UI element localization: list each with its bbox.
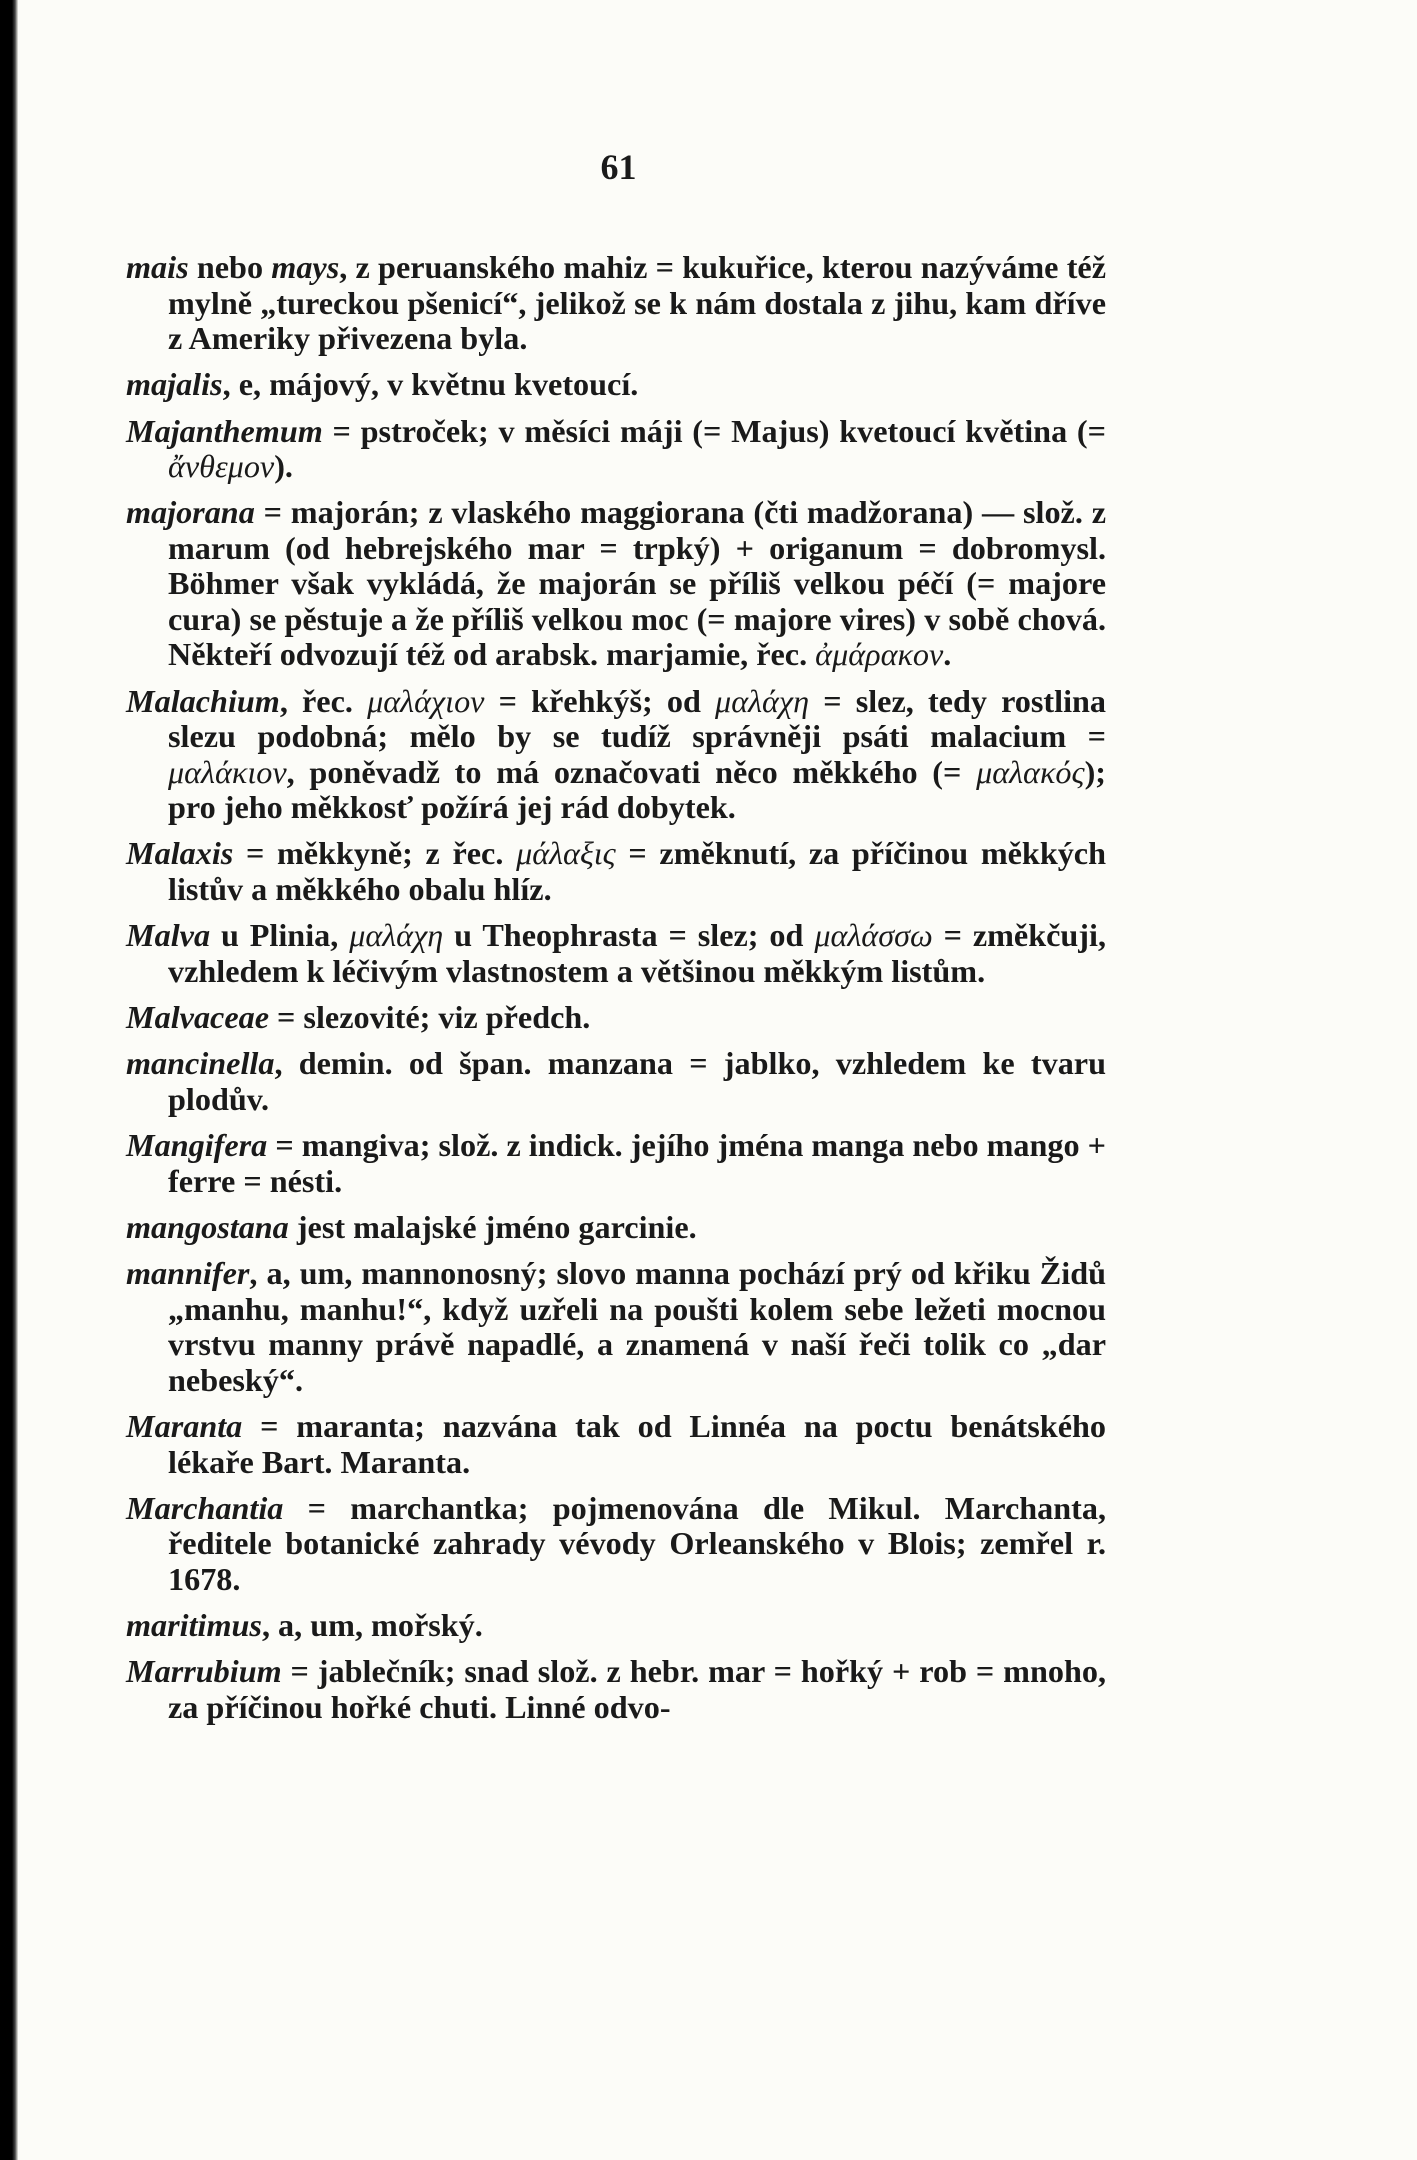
dictionary-entry (126, 495, 1106, 673)
entry-text: = slezovité; viz předch. (269, 999, 591, 1036)
entry-headword: majorana (126, 494, 255, 531)
greek-term: μαλάχη (715, 682, 810, 719)
entry-text: , demin. od špan. manzana = jablko, vzhledem ke tvaru plodův. (168, 1045, 1106, 1117)
entry-text: = pstroček; v měsíci máji (= Majus) kvetoucí květina (= (322, 412, 1106, 449)
entry-text: , poněvadž to má označovati něco měkkého (= (286, 753, 977, 790)
page-edge-shadow (0, 0, 18, 2160)
entry-headword: Marchantia (126, 1489, 284, 1526)
entry-headword: Mangifera (126, 1127, 268, 1164)
greek-term: μαλάκιον (168, 753, 287, 790)
greek-term: μάλαξις (516, 835, 616, 872)
entry-text: = slez, tedy rostlina slezu podobná; mělo by se tudíž správněji psáti malacium = (168, 682, 1107, 755)
entry-text: , e, májový, v květnu kvetoucí. (222, 366, 639, 403)
dictionary-entry (126, 1046, 1106, 1117)
greek-term: ἄνθεμον (168, 448, 275, 485)
dictionary-entry (126, 1654, 1106, 1725)
greek-term: μαλακός (976, 753, 1085, 790)
entry-text: = křehkýš; od (484, 682, 716, 719)
entry-text: = jablečník; snad slož. z hebr. mar = hořký + rob = mnoho, za příčinou hořké chuti. Linné odvo- (168, 1653, 1106, 1725)
dictionary-entry (126, 1409, 1106, 1480)
entry-headword: mancinella (126, 1045, 275, 1082)
greek-term: μαλάσσω (814, 917, 933, 954)
page-number: 61 (600, 147, 637, 187)
entry-variant-headword: mays (271, 249, 340, 285)
entry-headword: Marrubium (126, 1653, 282, 1690)
entry-text: nebo (188, 249, 272, 285)
dictionary-entry (126, 250, 1106, 357)
dictionary-entry (126, 918, 1106, 989)
entry-headword: Malaxis (126, 835, 234, 872)
greek-term: ἀμάρακον (815, 636, 944, 673)
dictionary-entry (126, 1608, 1106, 1644)
dictionary-entry (126, 836, 1106, 907)
dictionary-entry (126, 1128, 1106, 1199)
entry-text: = mangiva; slož. z indick. jejího jména manga nebo mango + ferre = nésti. (168, 1127, 1106, 1199)
entry-headword: mannifer (126, 1255, 250, 1292)
dictionary-entry (126, 414, 1106, 485)
entry-text: , a, um, mannonosný; slovo manna pochází prý od křiku Židů „manhu, manhu!“, když uzřeli na poušti kolem sebe ležeti mocnou vrstvu manny právě napadlé, a znamená v naší řeči tolik co „dar nebeský“. (168, 1255, 1106, 1398)
entry-text: . (943, 636, 952, 673)
entry-headword: majalis (126, 366, 223, 403)
entry-text: , a, um, mořský. (261, 1607, 483, 1644)
dictionary-text (126, 250, 1106, 1736)
entry-text: = měkkyně; z řec. (233, 835, 517, 872)
entry-headword: Malachium (126, 682, 280, 719)
entry-headword: Malvaceae (126, 999, 269, 1036)
dictionary-entry (126, 367, 1106, 403)
entry-headword: mais (126, 249, 189, 285)
entry-text: jest malajské jméno garcinie. (288, 1208, 697, 1245)
entry-text: u Theophrasta = slez; od (443, 917, 815, 954)
entry-text: = marchantka; pojmenována dle Mikul. Marchanta, ředitele botanické zahrady vévody Orleanského v Blois; zemřel r. 1678. (168, 1489, 1106, 1597)
entry-text: ). (274, 448, 293, 485)
dictionary-entry (126, 1256, 1106, 1398)
greek-term: μαλάχη (349, 917, 444, 954)
dictionary-entry (126, 1491, 1106, 1598)
entry-text: = maranta; nazvána tak od Linnéa na poctu benátského lékaře Bart. Maranta. (168, 1408, 1106, 1480)
entry-text: = změkčuji, vzhledem k léčivým vlastnostem a většinou měkkým listům. (168, 917, 1107, 989)
entry-headword: mangostana (126, 1208, 289, 1245)
entry-text: , řec. (279, 682, 368, 719)
dictionary-entry (126, 1000, 1106, 1036)
entry-headword: Maranta (126, 1408, 243, 1445)
entry-text: ); pro jeho měkkosť požírá jej rád dobytek. (168, 753, 1106, 826)
entry-headword: maritimus (126, 1607, 262, 1644)
greek-term: μαλάχιον (367, 682, 485, 719)
entry-headword: Malva (126, 917, 211, 954)
entry-text: = majorán; z vlaského maggiorana (čti madžorana) — slož. z marum (od hebrejského mar = trpký) + origanum = dobromysl. Böhmer však vykládá, že majorán se příliš velkou péčí (= majore cura) se pěstuje a že příliš velkou moc (= majore vires) v sobě chová. Někteří odvozují též od arabsk. marjamie, řec. (168, 494, 1106, 673)
entry-text: , z peruanského mahiz = kukuřice, kterou nazýváme též mylně „tureckou pšenicí“, jelikož se k nám dostala z jihu, kam dříve z Ameriky přivezena byla. (168, 249, 1106, 356)
entry-text: u Plinia, (210, 917, 350, 954)
dictionary-entry (126, 684, 1106, 826)
entry-headword: Majanthemum (126, 412, 323, 449)
entry-text: = změknutí, za příčinou měkkých listův a měkkého obalu hlíz. (168, 835, 1106, 907)
dictionary-entry (126, 1210, 1106, 1246)
